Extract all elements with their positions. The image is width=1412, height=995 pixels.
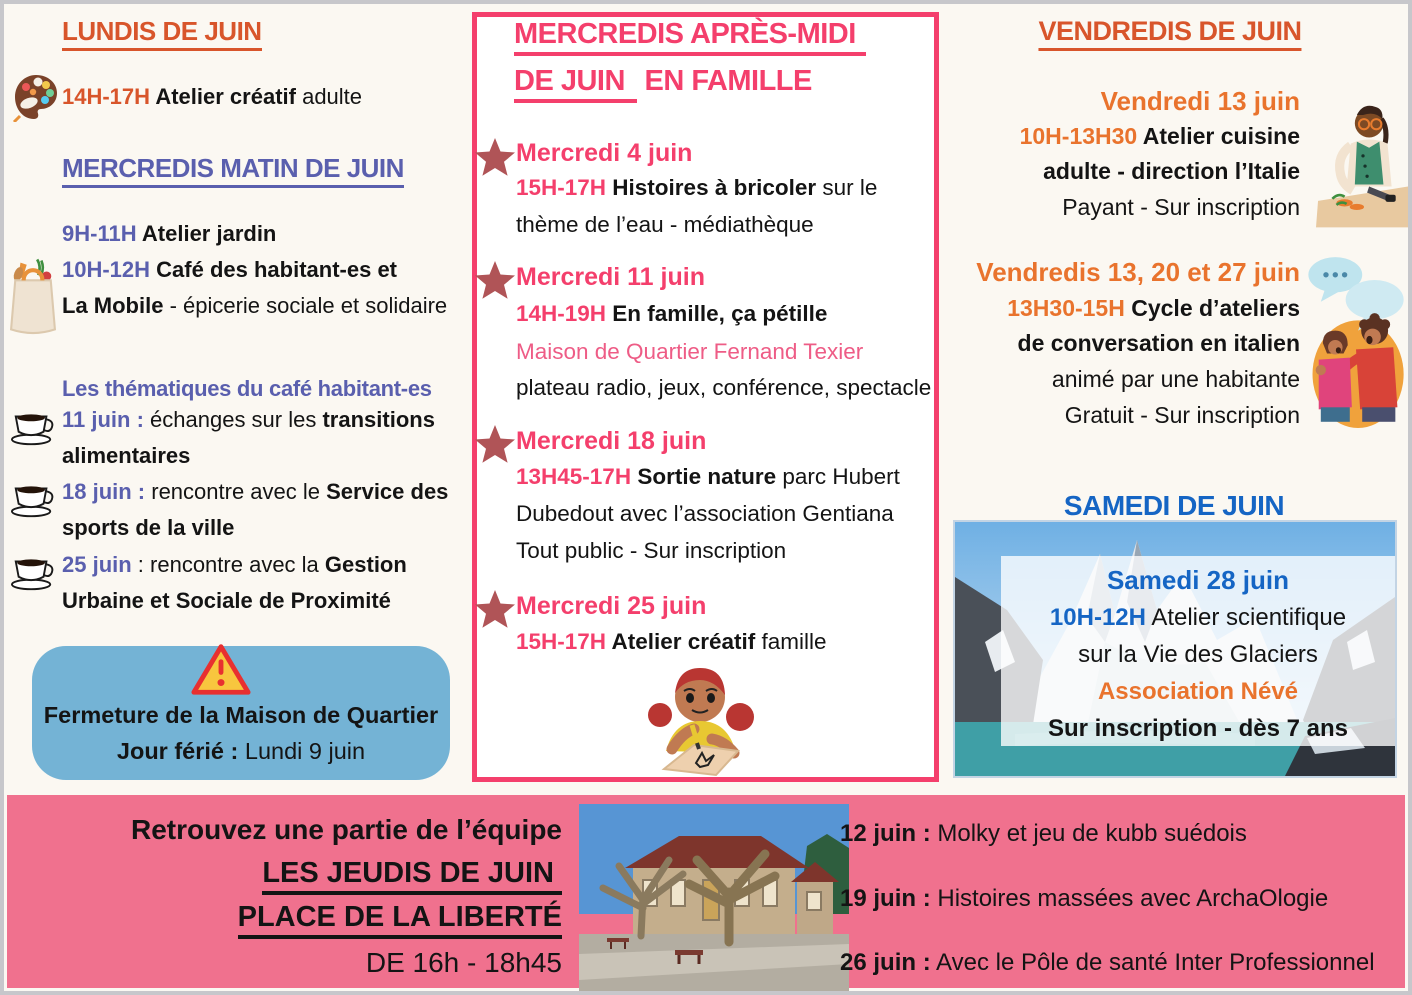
ev1-date: Mercredi 4 juin [516,139,693,167]
v27-date: Vendredis 13, 20 et 27 juin [976,257,1300,287]
cafe-habitants-item: 10H-12H Café des habitant-es et [62,257,397,282]
coffee-cup-icon [10,406,56,446]
them-item-3-line-2: Urbaine et Sociale de Proximité [62,588,391,613]
star-bullet-icon [474,137,516,177]
banner-item-2: 19 juin : Histoires massées avec ArchaOlogie [840,885,1329,912]
v27-line-2: de conversation en italien [1017,330,1300,356]
samedi-line-1: 10H-12H Atelier scientifique [1049,604,1347,631]
v27-line-4: Gratuit - Sur inscription [1064,402,1300,428]
banner-line-2: LES JEUDIS DE JUIN [262,857,562,890]
center-title-line-1: MERCREDIS APRÈS-MIDI [514,18,866,51]
ev3-line-1: 13H45-17H Sortie nature parc Hubert [516,464,900,489]
ev4-date: Mercredi 25 juin [516,592,707,620]
v13-date: Vendredi 13 juin [1100,86,1300,116]
closure-line-2: Jour férié : Lundi 9 juin [116,738,366,764]
them-item-2-line-1: 18 juin : rencontre avec le Service des [62,479,449,504]
girl-drawing-illustration [634,659,769,777]
star-bullet-icon [474,589,516,629]
cook-cutting-vegetables-illustration [1316,96,1410,228]
ev2-line-1: 14H-19H En famille, ça pétille [516,301,828,326]
vendredis-title: VENDREDIS DE JUIN [1038,16,1301,47]
samedi-title: SAMEDI DE JUIN [1064,490,1284,522]
them-item-1-line-1: 11 juin : échanges sur les transitions [62,407,435,432]
ev2-place: Maison de Quartier Fernand Texier [516,339,864,364]
v13-line-1: 10H-13H30 Atelier cuisine [1019,123,1300,149]
v13-line-2: adulte - direction l’Italie [1043,158,1300,184]
samedi-date: Samedi 28 juin [1106,565,1290,595]
v27-line-1: 13H30-15H Cycle d’ateliers [1007,295,1300,321]
ev3-note: Tout public - Sur inscription [516,538,787,563]
la-mobile-item: La Mobile - épicerie sociale et solidaire [62,293,448,318]
v13-note: Payant - Sur inscription [1062,194,1300,220]
samedi-association: Association Névé [1097,678,1299,705]
atelier-jardin-item: 9H-11H Atelier jardin [62,221,277,246]
mercredis-matin-title: MERCREDIS MATIN DE JUIN [62,153,404,184]
ev1-line-2: thème de l’eau - médiathèque [516,212,814,237]
ev2-date: Mercredi 11 juin [516,263,705,291]
banner-line-1: Retrouvez une partie de l’équipe [131,814,562,845]
grocery-tote-bag-icon [9,256,57,336]
ev3-line-2: Dubedout avec l’association Gentiana [516,501,894,526]
paint-palette-icon [12,72,60,122]
thematiques-title: Les thématiques du café habitant-es [62,376,432,401]
ev4-line-1: 15H-17H Atelier créatif famille [516,629,827,654]
ev2-desc: plateau radio, jeux, conférence, spectacle [516,375,932,400]
coffee-cup-icon [10,551,56,591]
them-item-1-line-2: alimentaires [62,443,191,468]
banner-item-3: 26 juin : Avec le Pôle de santé Inter Professionnel [840,949,1375,976]
glacier-lake-photo [953,520,1397,778]
samedi-line-2: sur la Vie des Glaciers [1078,641,1318,668]
closure-line-1: Fermeture de la Maison de Quartier [43,702,439,728]
them-item-3-line-1: 25 juin : rencontre avec la Gestion [62,552,407,577]
lundis-item: 14H-17H Atelier créatif adulte [62,84,363,109]
banner-line-3: PLACE DE LA LIBERTÉ [238,901,562,934]
star-bullet-icon [474,424,516,464]
coffee-cup-icon [10,478,56,518]
people-talking-illustration [1304,252,1408,428]
them-item-2-line-2: sports de la ville [62,515,235,540]
star-bullet-icon [474,260,516,300]
banner-line-4: DE 16h - 18h45 [365,947,562,978]
place-de-la-liberte-photo [579,804,849,992]
ev3-date: Mercredi 18 juin [516,427,707,455]
v27-line-3: animé par une habitante [1051,366,1300,392]
banner-item-1: 12 juin : Molky et jeu de kubb suédois [840,820,1247,847]
samedi-event-card [1001,556,1395,746]
lundis-title: LUNDIS DE JUIN [62,16,262,47]
ev1-line-1: 15H-17H Histoires à bricoler sur le [516,175,878,200]
warning-triangle-icon [190,640,252,698]
center-title-line-2: DE JUIN EN FAMILLE [514,65,812,98]
samedi-note: Sur inscription - dès 7 ans [1047,715,1349,742]
